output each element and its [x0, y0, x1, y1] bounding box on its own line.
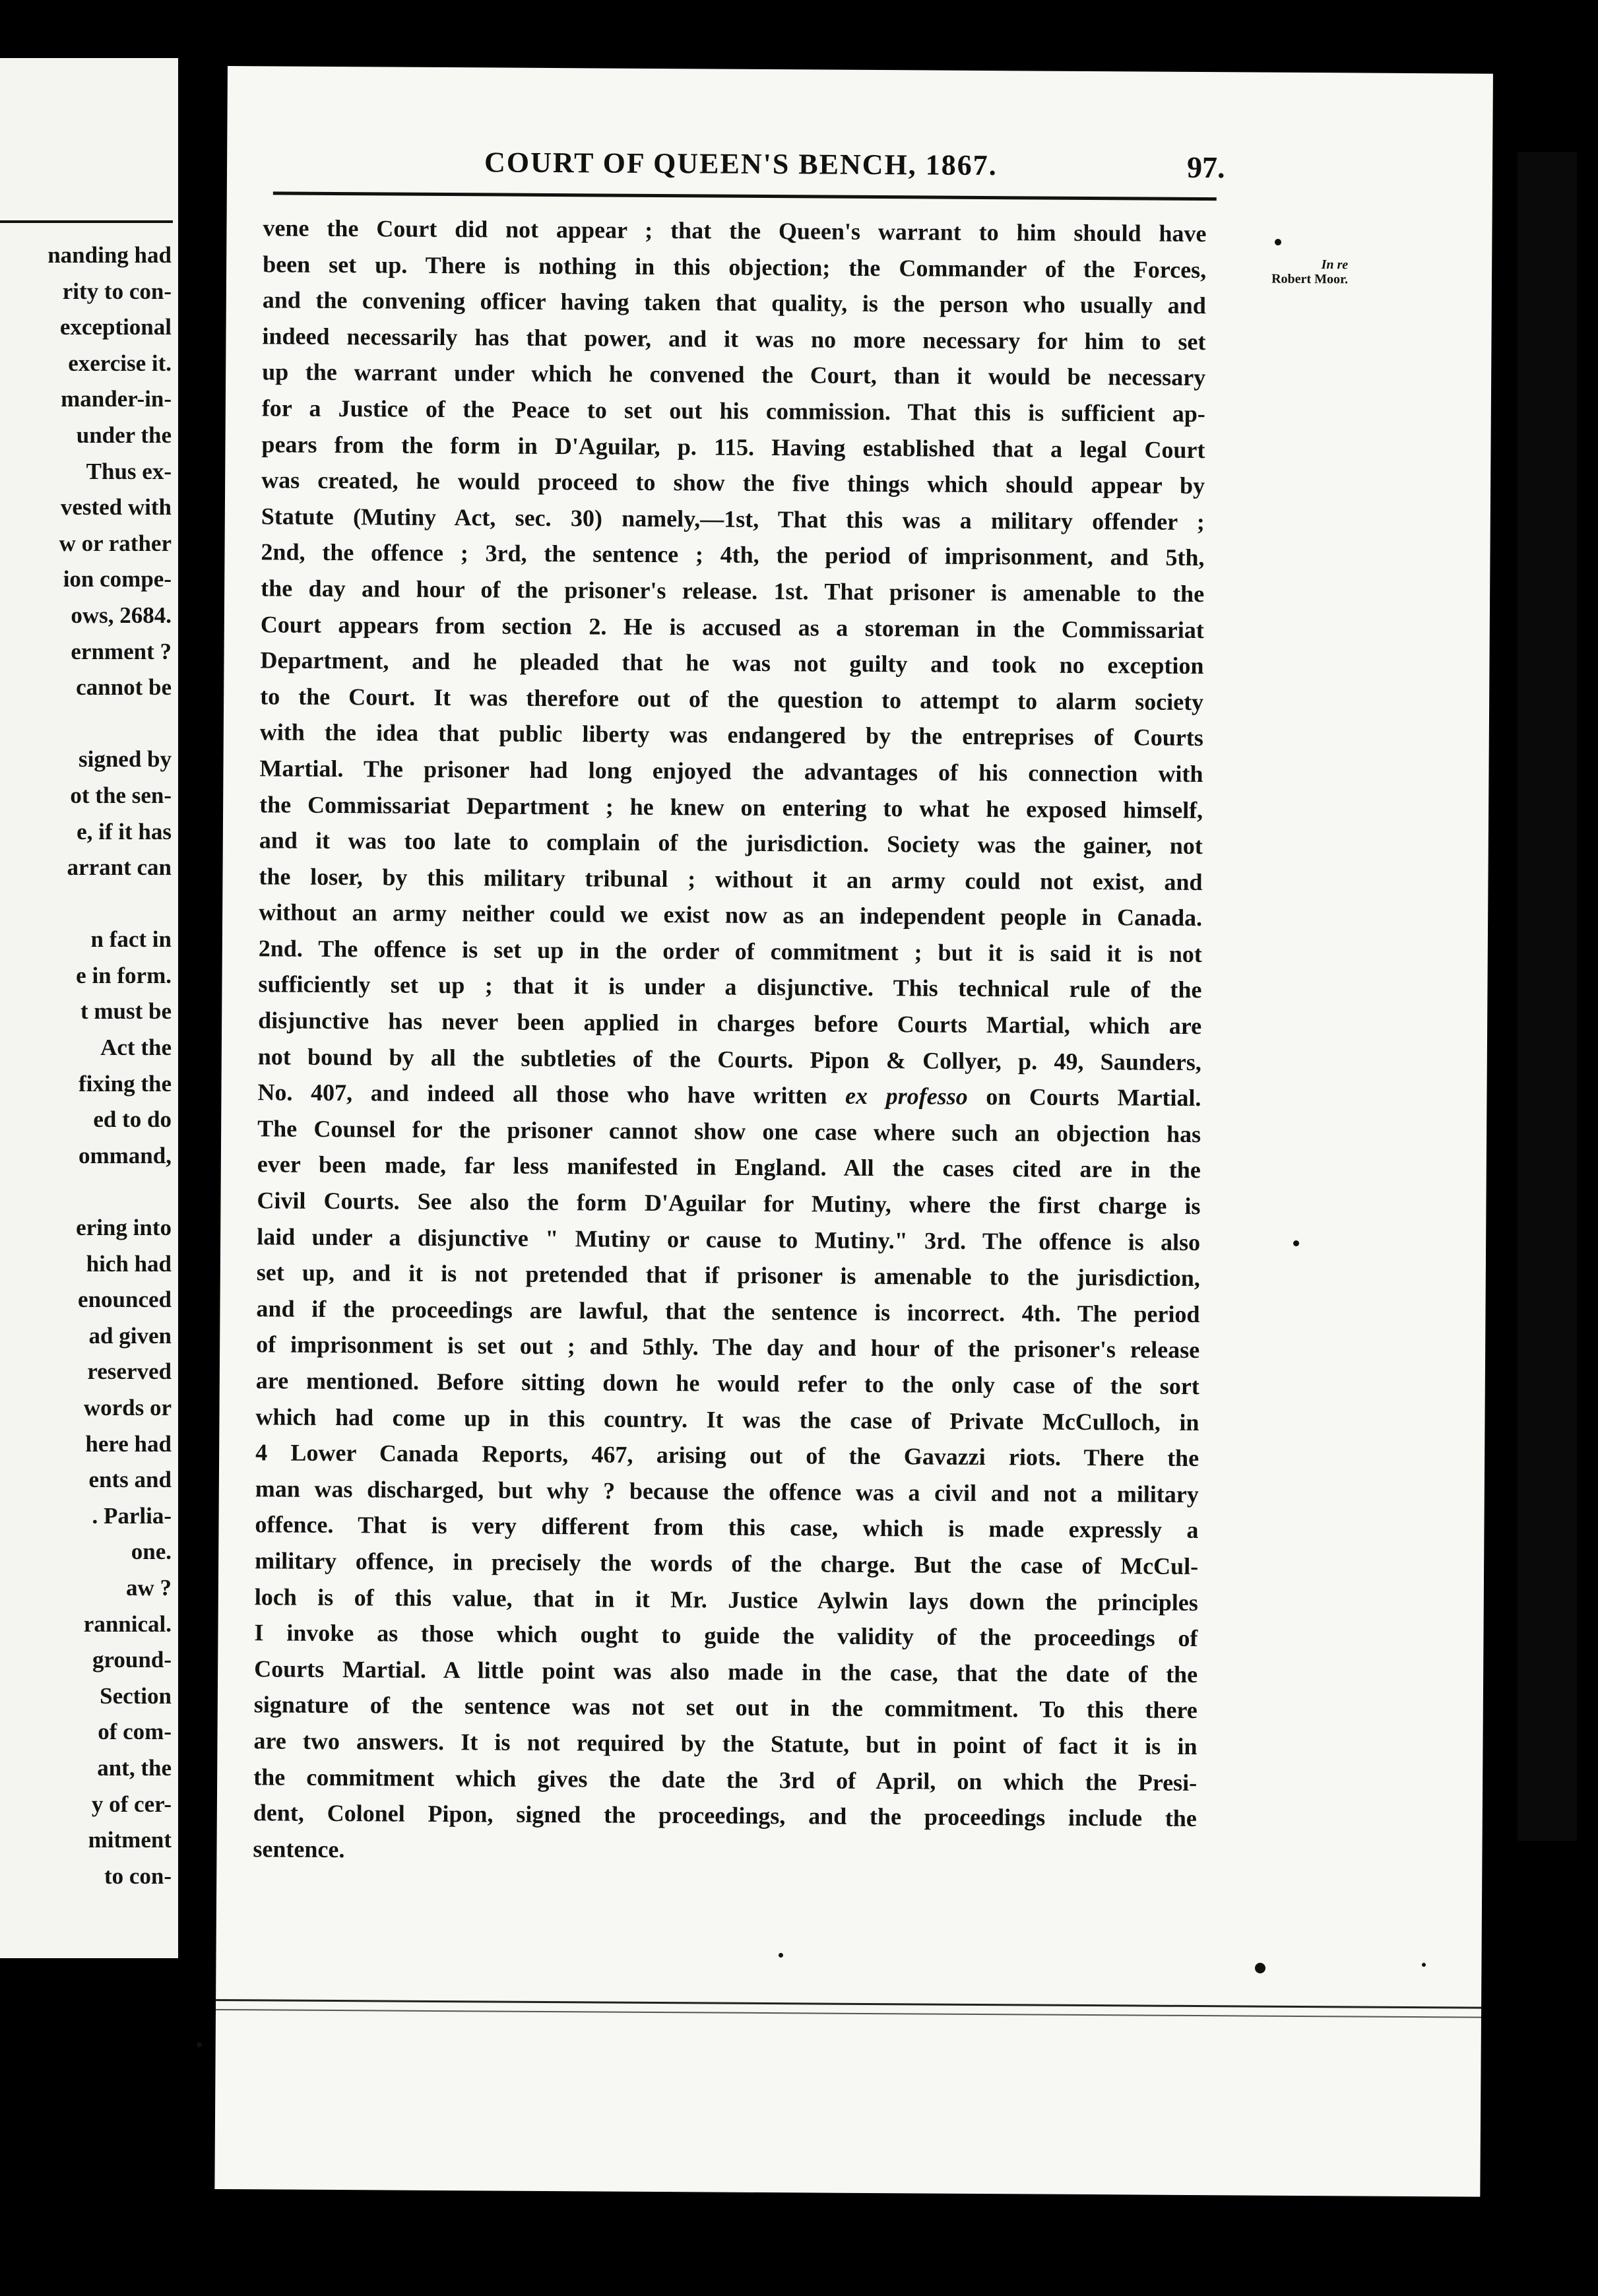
body-line: Court appears from section 2. He is accused as a storeman in the Commissariat [260, 610, 1204, 643]
body-line: are two answers. It is not required by the Statute, but in point of fact it is in [253, 1727, 1198, 1760]
previous-page-line: hich had [86, 1250, 172, 1277]
body-line: sufficiently set up ; that it is under a disjunctive. This technical rule of the [258, 971, 1202, 1004]
previous-page-line: Section [100, 1682, 172, 1709]
previous-page-line: one. [131, 1539, 172, 1565]
previous-page-line: of com- [98, 1719, 172, 1745]
running-head [227, 144, 1227, 189]
scan-speck [1422, 1963, 1426, 1967]
previous-page-line: e in form. [76, 962, 172, 988]
previous-page-line [48, 706, 172, 742]
bottom-rule-secondary [216, 2009, 1481, 2018]
running-head-title: COURT OF QUEEN'S BENCH, 1867. [484, 146, 998, 182]
body-line [257, 1075, 1201, 1116]
body-line: dent, Colonel Pipon, signed the proceedings, and the proceedings include the [253, 1799, 1197, 1832]
body-line: indeed necessarily has that power, and it was no more necessary for him to set [262, 323, 1206, 355]
body-line: 2nd, the offence ; 3rd, the sentence ; 4th, the period of imprisonment, and 5th, [261, 538, 1205, 571]
previous-page-line [48, 886, 172, 922]
previous-page-line: mitment [88, 1827, 172, 1853]
body-line: and if the proceedings are lawful, that the sentence is incorrect. 4th. The period [256, 1295, 1200, 1327]
previous-page-line: . Parlia- [92, 1502, 172, 1529]
previous-page-line: ernment ? [71, 638, 172, 664]
body-line: signature of the sentence was not set out in the commitment. To this there [253, 1691, 1198, 1724]
body-line: 4 Lower Canada Reports, 467, arising out of the Gavazzi riots. There the [255, 1439, 1199, 1472]
body-line: Civil Courts. See also the form D'Aguilar for Mutiny, where the first charge is [257, 1187, 1201, 1220]
margin-note [1223, 257, 1348, 286]
body-line: Martial. The prisoner had long enjoyed the advantages of his connection with [259, 755, 1203, 787]
body-line: the Commissariat Department ; he knew on entering to what he exposed himself, [259, 790, 1203, 823]
previous-page-line: nanding had [48, 242, 172, 268]
body-line: and it was too late to complain of the jurisdiction. Society was the gainer, not [259, 827, 1203, 860]
body-line: of imprisonment is set out ; and 5thly. The day and hour of the prisoner's release [256, 1331, 1200, 1364]
body-line: to the Court. It was therefore out of the question to attempt to alarm society [260, 683, 1204, 715]
body-line: not bound by all the subtleties of the Courts. Pipon & Collyer, p. 49, Saunders, [257, 1042, 1201, 1075]
previous-page-line: ommand, [79, 1142, 172, 1168]
body-line-segment: No. 407, and indeed all those who have written [257, 1079, 827, 1109]
previous-page-line: w or rather [59, 530, 172, 556]
document-page [214, 66, 1493, 2197]
body-line: set up, and it is not pretended that if prisoner is amenable to the jurisdiction, [256, 1259, 1200, 1292]
previous-page-line: ed to do [93, 1106, 172, 1133]
previous-page-line: e, if it has [77, 818, 172, 845]
body-line: laid under a disjunctive " Mutiny or cause to Mutiny." 3rd. The offence is also [257, 1223, 1201, 1256]
body-line: I invoke as those which ought to guide the validity of the proceedings of [254, 1619, 1198, 1652]
previous-page-line: exceptional [59, 314, 172, 340]
scan-speck [197, 2042, 202, 2047]
body-line: which had come up in this country. It was the case of Private McCulloch, in [255, 1403, 1199, 1436]
body-line: disjunctive has never been applied in charges before Courts Martial, which are [258, 1007, 1202, 1040]
previous-page-line: here had [85, 1430, 172, 1457]
previous-page-line: y of cer- [91, 1791, 172, 1817]
body-line: without an army neither could we exist now as an independent people in Canada. [259, 899, 1203, 932]
body-line: man was discharged, but why ? because the offence was a civil and not a military [255, 1475, 1199, 1508]
previous-page-line: ant, the [97, 1754, 172, 1781]
previous-page-line [48, 1174, 172, 1210]
previous-page-line: signed by [78, 746, 172, 773]
body-line-segment: on Courts Martial. [986, 1083, 1201, 1112]
previous-page-line: mander-in- [61, 386, 172, 412]
body-line: and the convening officer having taken that quality, is the person who usually and [262, 286, 1206, 319]
scan-speck [1293, 1240, 1299, 1246]
previous-page-line: ering into [76, 1215, 172, 1241]
body-line: with the idea that public liberty was endangered by the entreprises of Courts [259, 718, 1203, 751]
previous-page-line: enounced [78, 1287, 172, 1313]
previous-page-line: ents and [88, 1467, 172, 1493]
previous-page-fragment [0, 58, 178, 1958]
previous-page-line: ot the sen- [70, 782, 172, 808]
body-line: pears from the form in D'Aguilar, p. 115. Having established that a legal Court [261, 430, 1205, 463]
body-line: up the warrant under which he convened the Court, than it would be necessary [262, 358, 1206, 391]
header-rule [273, 191, 1217, 201]
previous-page-line: ion compe- [63, 566, 172, 592]
scan-speck [1275, 239, 1281, 245]
body-line: Statute (Mutiny Act, sec. 30) namely,—1st, That this was a military offender ; [261, 503, 1205, 535]
previous-page-rule [0, 220, 173, 223]
previous-page-line: n fact in [90, 926, 172, 953]
previous-page-line: ground- [92, 1647, 172, 1673]
previous-page-line: Thus ex- [86, 458, 172, 484]
previous-page-line: ad given [88, 1322, 172, 1349]
body-line: The Counsel for the prisoner cannot show one case where such an objection has [257, 1115, 1201, 1147]
body-line: the day and hour of the prisoner's release. 1st. That prisoner is amenable to the [261, 575, 1205, 607]
previous-page-line: under the [76, 422, 172, 448]
scan-speck [1255, 1963, 1265, 1973]
previous-page-line: to con- [104, 1863, 172, 1889]
previous-page-line: reserved [87, 1358, 172, 1385]
previous-page-line: exercise it. [68, 350, 172, 376]
body-line: vene the Court did not appear ; that the Queen's warrant to him should have [263, 214, 1207, 247]
previous-page-line: aw ? [125, 1574, 172, 1601]
body-line: ever been made, far less manifested in England. All the cases cited are in the [257, 1151, 1201, 1184]
previous-page-line: Act the [100, 1035, 172, 1061]
binding-edge [1518, 152, 1577, 1841]
body-line: are mentioned. Before sitting down he would refer to the only case of the sort [255, 1367, 1199, 1400]
body-text [253, 210, 1206, 1872]
body-line: for a Justice of the Peace to set out his commission. That this is sufficient ap- [261, 395, 1205, 428]
bottom-rule [216, 1999, 1481, 2009]
body-line: been set up. There is nothing in this objection; the Commander of the Forces, [263, 250, 1207, 283]
body-line: was created, he would proceed to show the five things which should appear by [261, 466, 1205, 499]
scan-speck [779, 1953, 783, 1958]
body-line: 2nd. The offence is set up in the order of commitment ; but it is said it is not [258, 935, 1202, 967]
margin-note-case: In re [1321, 257, 1349, 272]
previous-page-line: arrant can [67, 854, 172, 881]
body-line: offence. That is very different from this case, which is made expressly a [255, 1511, 1199, 1544]
body-line: loch is of this value, that in it Mr. Justice Aylwin lays down the principles [254, 1583, 1198, 1616]
body-line: sentence. [253, 1835, 345, 1863]
previous-page-line: cannot be [76, 674, 172, 701]
margin-note-party: Robert Moor. [1271, 271, 1349, 287]
latin-phrase: ex professo [845, 1082, 968, 1110]
previous-page-line: rity to con- [62, 278, 172, 304]
body-line: military offence, in precisely the words of the charge. But the case of McCul- [255, 1547, 1199, 1579]
previous-page-line: rannical. [83, 1610, 172, 1637]
previous-page-line: vested with [60, 494, 172, 521]
body-line: Department, and he pleaded that he was not guilty and took no exception [260, 647, 1204, 680]
previous-page-line: ows, 2684. [71, 602, 172, 628]
previous-page-line: words or [83, 1395, 172, 1420]
previous-page-line: t must be [80, 998, 172, 1025]
page-number: 97. [1186, 150, 1225, 185]
previous-page-text [48, 238, 172, 1894]
body-line: Courts Martial. A little point was also made in the case, that the date of the [254, 1655, 1198, 1688]
body-line: the commitment which gives the date the 3rd of April, on which the Presi- [253, 1763, 1198, 1796]
body-line: the loser, by this military tribunal ; without it an army could not exist, and [259, 863, 1203, 895]
previous-page-line: fixing the [79, 1070, 172, 1097]
